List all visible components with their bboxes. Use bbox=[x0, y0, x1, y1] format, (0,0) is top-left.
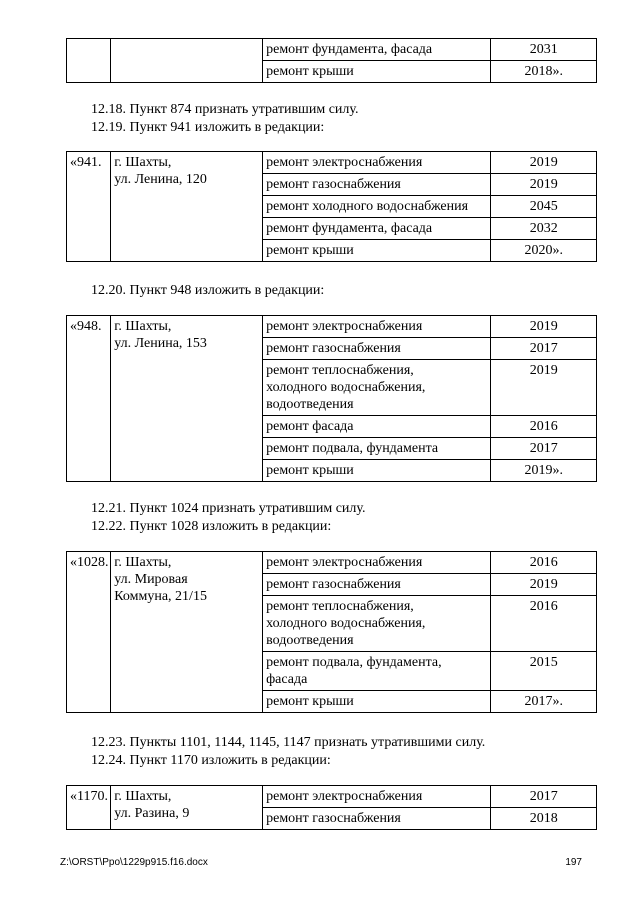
item-number-cell: «948. bbox=[67, 316, 111, 482]
work-cell: ремонт электроснабжения bbox=[263, 552, 491, 574]
year-cell: 2018». bbox=[491, 61, 597, 83]
work-cell: ремонт фасада bbox=[263, 416, 491, 438]
year-cell: 2015 bbox=[491, 652, 597, 691]
table-item-941 bbox=[66, 151, 597, 262]
paragraph-12-22: 12.22. Пункт 1028 изложить в редакции: bbox=[91, 519, 332, 534]
item-number-cell: «941. bbox=[67, 152, 111, 262]
year-cell: 2017 bbox=[491, 438, 597, 460]
work-cell: ремонт фундамента, фасада bbox=[263, 218, 491, 240]
address-cell: г. Шахты, ул. Разина, 9 bbox=[111, 786, 263, 830]
year-cell: 2019 bbox=[491, 152, 597, 174]
year-cell: 2019». bbox=[491, 460, 597, 482]
table-item-948 bbox=[66, 315, 597, 482]
item-number-cell bbox=[67, 39, 111, 83]
work-cell: ремонт электроснабжения bbox=[263, 316, 491, 338]
address-cell: г. Шахты, ул. Ленина, 153 bbox=[111, 316, 263, 482]
table-continuation bbox=[66, 38, 597, 83]
work-cell: ремонт газоснабжения bbox=[263, 174, 491, 196]
work-cell: ремонт фундамента, фасада bbox=[263, 39, 491, 61]
paragraph-12-19: 12.19. Пункт 941 изложить в редакции: bbox=[91, 120, 325, 135]
year-cell: 2019 bbox=[491, 174, 597, 196]
year-cell: 2017 bbox=[491, 786, 597, 808]
address-cell: г. Шахты, ул. Мировая Коммуна, 21/15 bbox=[111, 552, 263, 713]
work-cell: ремонт подвала, фундамента bbox=[263, 438, 491, 460]
address-cell bbox=[111, 39, 263, 83]
work-cell: ремонт крыши bbox=[263, 460, 491, 482]
table-item-1028 bbox=[66, 551, 597, 713]
work-cell: ремонт электроснабжения bbox=[263, 786, 491, 808]
year-cell: 2017 bbox=[491, 338, 597, 360]
year-cell: 2016 bbox=[491, 596, 597, 652]
paragraph-12-21: 12.21. Пункт 1024 признать утратившим силу. bbox=[91, 501, 366, 516]
address-cell: г. Шахты, ул. Ленина, 120 bbox=[111, 152, 263, 262]
work-cell: ремонт электроснабжения bbox=[263, 152, 491, 174]
table-item-1170 bbox=[66, 785, 597, 830]
item-number-cell: «1170. bbox=[67, 786, 111, 830]
year-cell: 2016 bbox=[491, 552, 597, 574]
year-cell: 2018 bbox=[491, 808, 597, 830]
work-cell: ремонт теплоснабжения, холодного водоснабжения, водоотведения bbox=[263, 360, 491, 416]
work-cell: ремонт крыши bbox=[263, 691, 491, 713]
year-cell: 2020». bbox=[491, 240, 597, 262]
year-cell: 2032 bbox=[491, 218, 597, 240]
table-row bbox=[67, 39, 597, 61]
table-row bbox=[67, 786, 597, 808]
year-cell: 2045 bbox=[491, 196, 597, 218]
work-cell: ремонт газоснабжения bbox=[263, 338, 491, 360]
paragraph-12-18: 12.18. Пункт 874 признать утратившим силу. bbox=[91, 102, 359, 117]
table-row bbox=[67, 152, 597, 174]
year-cell: 2019 bbox=[491, 574, 597, 596]
year-cell: 2019 bbox=[491, 360, 597, 416]
year-cell: 2019 bbox=[491, 316, 597, 338]
work-cell: ремонт теплоснабжения, холодного водоснабжения, водоотведения bbox=[263, 596, 491, 652]
item-number-cell: «1028. bbox=[67, 552, 111, 713]
work-cell: ремонт газоснабжения bbox=[263, 574, 491, 596]
footer-page-number: 197 bbox=[565, 857, 582, 868]
paragraph-12-24: 12.24. Пункт 1170 изложить в редакции: bbox=[91, 753, 331, 768]
table-row bbox=[67, 316, 597, 338]
work-cell: ремонт газоснабжения bbox=[263, 808, 491, 830]
footer-file-path: Z:\ORST\Ppo\1229p915.f16.docx bbox=[60, 857, 208, 868]
work-cell: ремонт крыши bbox=[263, 240, 491, 262]
paragraph-12-23: 12.23. Пункты 1101, 1144, 1145, 1147 признать утратившими силу. bbox=[91, 735, 486, 750]
year-cell: 2016 bbox=[491, 416, 597, 438]
year-cell: 2031 bbox=[491, 39, 597, 61]
year-cell: 2017». bbox=[491, 691, 597, 713]
work-cell: ремонт холодного водоснабжения bbox=[263, 196, 491, 218]
table-row bbox=[67, 552, 597, 574]
paragraph-12-20: 12.20. Пункт 948 изложить в редакции: bbox=[91, 283, 325, 298]
work-cell: ремонт подвала, фундамента, фасада bbox=[263, 652, 491, 691]
work-cell: ремонт крыши bbox=[263, 61, 491, 83]
